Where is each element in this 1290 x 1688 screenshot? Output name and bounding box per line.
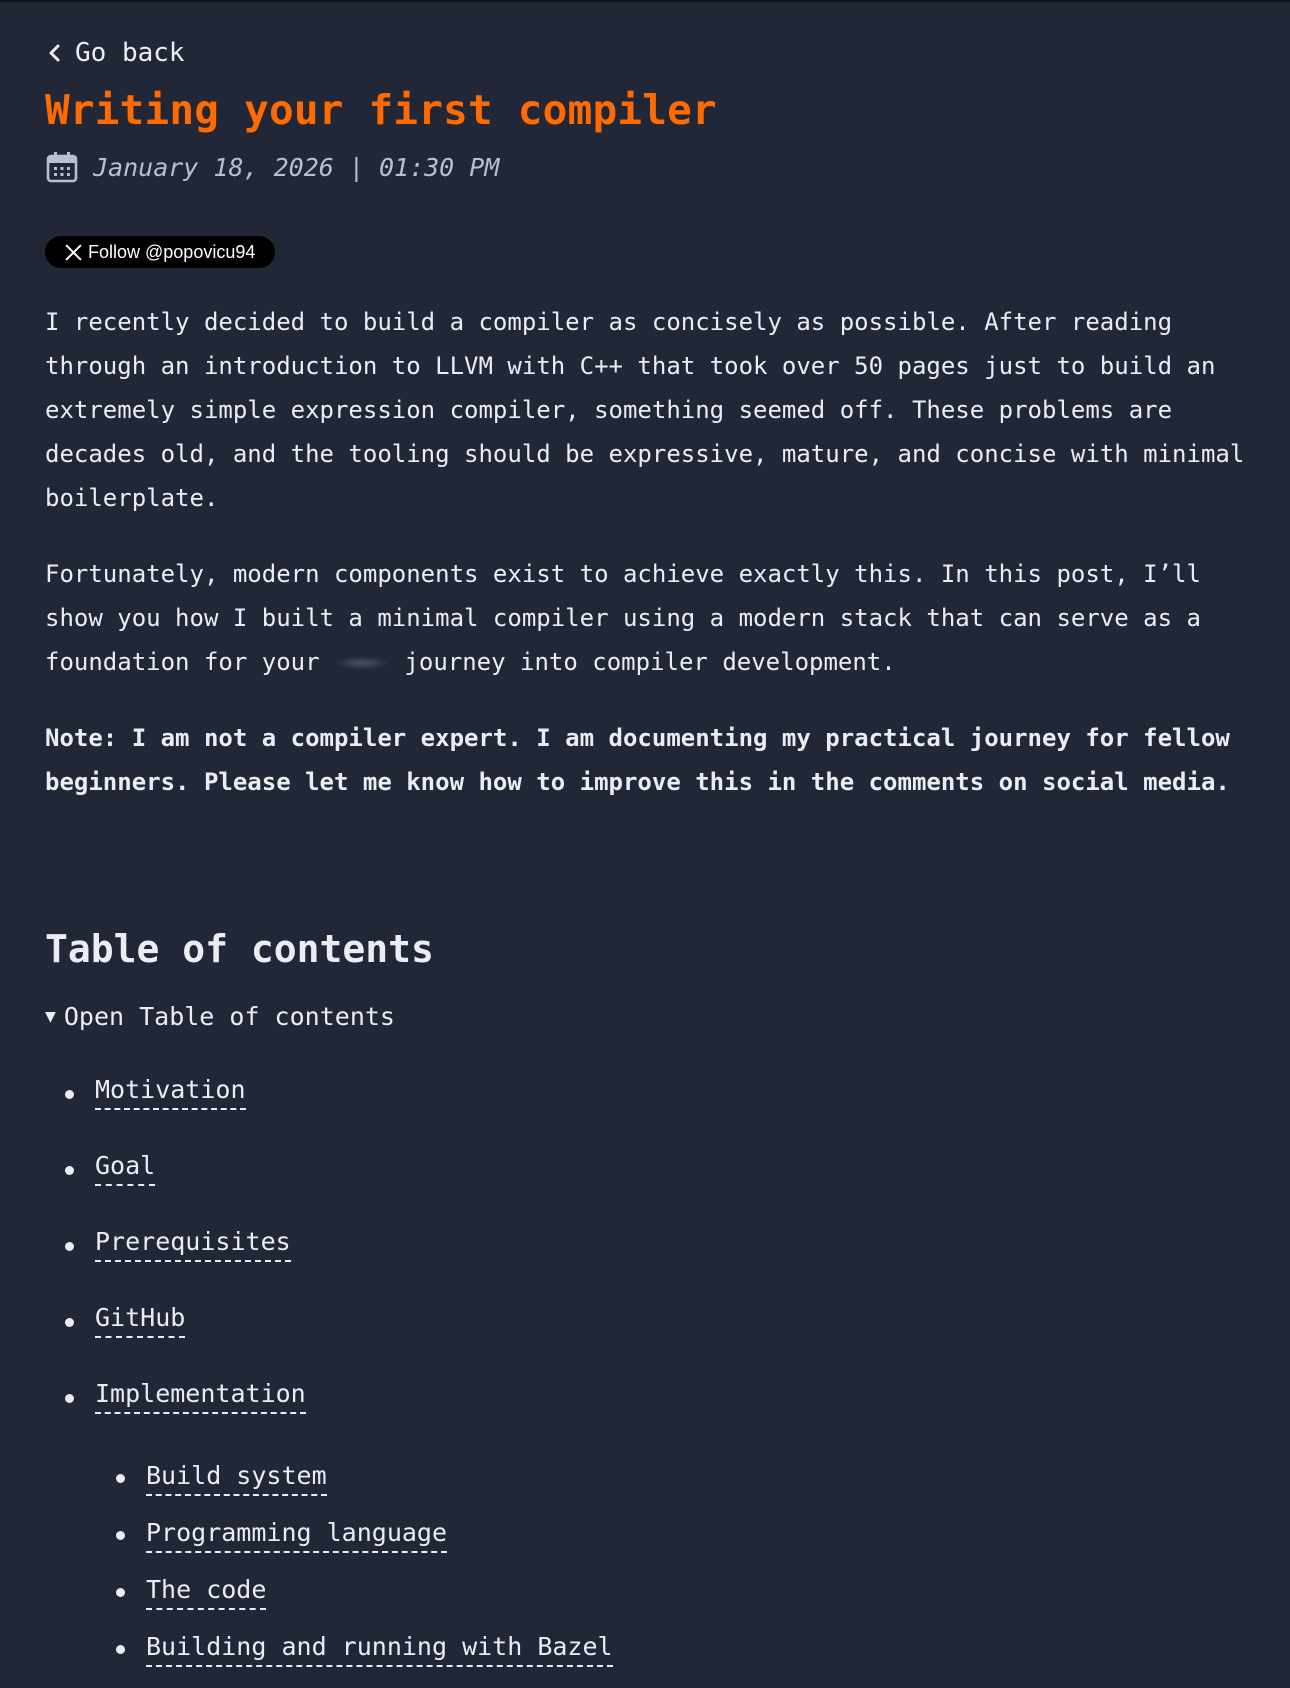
post-body	[45, 300, 1255, 804]
bullet-icon	[65, 1242, 74, 1251]
toc-link-implementation[interactable]: Implementation	[95, 1378, 306, 1414]
datetime-text: January 18, 2026 | 01:30 PM	[93, 152, 500, 182]
toc-link-github[interactable]: GitHub	[95, 1302, 185, 1338]
second-paragraph-start: Fortunately, modern components exist to achieve exactly this. In this post, I’ll show you how I built a minimal compiler using a modern stack that can serve as a foundation for your	[45, 560, 1201, 676]
bullet-icon	[65, 1394, 74, 1403]
toc-toggle[interactable]	[45, 1002, 395, 1031]
calendar-icon	[45, 150, 79, 184]
post-datetime	[45, 150, 499, 184]
second-paragraph-end: journey into compiler development.	[389, 648, 896, 676]
intro-paragraph: I recently decided to build a compiler as concisely as possible. After reading through an introduction to LLVM with C++ that took over 50 pages just to build an extremely simple expression compiler, something seemed off. These problems are decades old, and the tooling should be expressive, mature, and concise with minimal boilerplate.	[45, 308, 1245, 512]
toc-link-build-system[interactable]: Build system	[146, 1460, 327, 1496]
bullet-icon	[116, 1531, 125, 1540]
bullet-icon	[116, 1645, 125, 1654]
go-back-label: Go back	[75, 38, 185, 68]
toc-link-the-code[interactable]: The code	[146, 1574, 266, 1610]
go-back-link[interactable]	[45, 38, 185, 68]
toc-link-motivation[interactable]: Motivation	[95, 1074, 246, 1110]
triangle-down-icon: ▼	[45, 1006, 56, 1027]
chevron-left-icon	[45, 43, 65, 63]
follow-x-button[interactable]	[45, 236, 275, 268]
x-logo-icon	[65, 244, 82, 261]
bullet-icon	[65, 1090, 74, 1099]
toc-link-goal[interactable]: Goal	[95, 1150, 155, 1186]
toc-link-building-and-running[interactable]: Building and running with Bazel	[146, 1631, 613, 1667]
toc-link-programming-language[interactable]: Programming language	[146, 1517, 447, 1553]
blurred-word	[334, 656, 390, 670]
follow-label: Follow @popovicu94	[88, 241, 256, 262]
bullet-icon	[116, 1588, 125, 1597]
bullet-icon	[65, 1166, 74, 1175]
bullet-icon	[65, 1318, 74, 1327]
note-paragraph: Note: I am not a compiler expert. I am documenting my practical journey for fellow beginners. Please let me know how to improve this in the comments on social media.	[45, 724, 1230, 796]
toc-heading: Table of contents	[45, 927, 434, 971]
second-paragraph	[45, 552, 1255, 684]
bullet-icon	[116, 1474, 125, 1483]
page-title: Writing your first compiler	[45, 86, 717, 134]
toc-link-prerequisites[interactable]: Prerequisites	[95, 1226, 291, 1262]
toc-toggle-label: Open Table of contents	[63, 1002, 395, 1031]
